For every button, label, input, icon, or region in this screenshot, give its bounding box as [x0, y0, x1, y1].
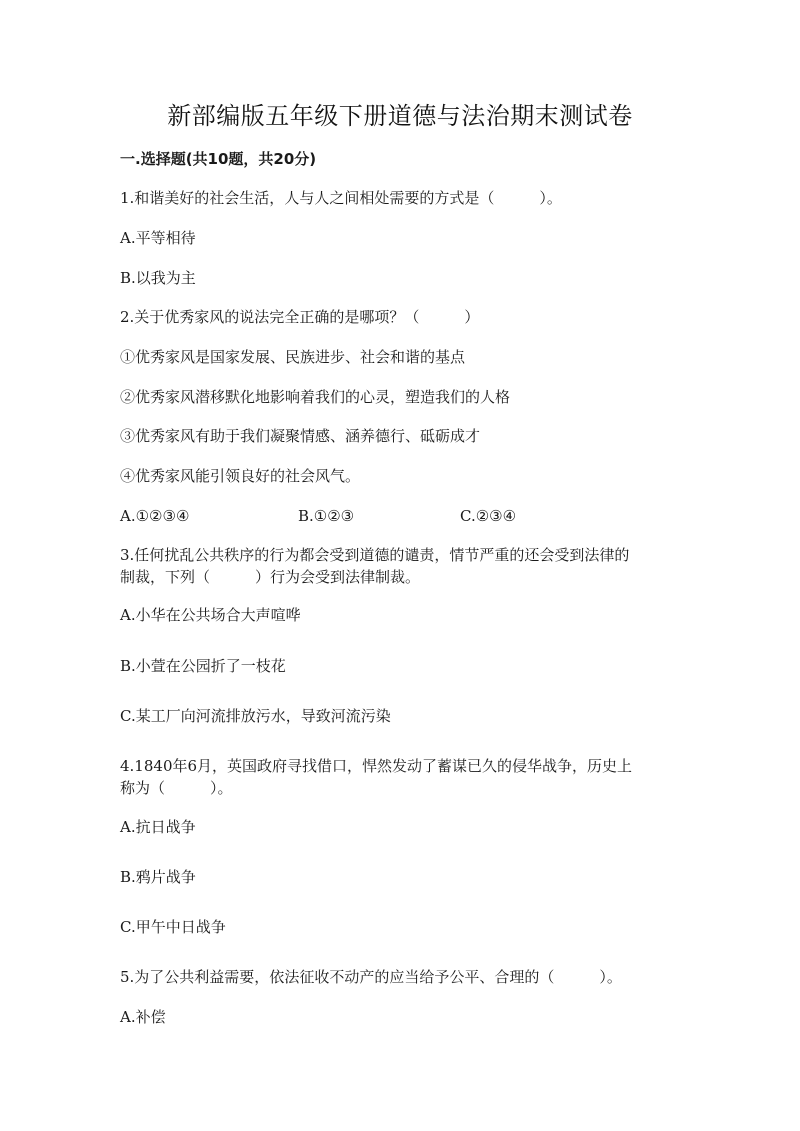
question-3-option-c: C.某工厂向河流排放污水，导致河流污染 [120, 707, 391, 725]
question-3-stem-line-1: 3.任何扰乱公共秩序的行为都会受到道德的谴责，情节严重的还会受到法律的 [120, 546, 630, 564]
question-1-stem: 1.和谐美好的社会生活，人与人之间相处需要的方式是（ ）。 [120, 189, 562, 207]
question-2-statement-2: ②优秀家风潜移默化地影响着我们的心灵，塑造我们的人格 [120, 388, 511, 406]
question-4-stem-line-1: 4.1840年6月，英国政府寻找借口，悍然发动了蓄谋已久的侵华战争，历史上 [120, 757, 633, 775]
question-3-option-b: B.小萱在公园折了一枝花 [120, 657, 286, 675]
question-1-option-a: A.平等相待 [120, 229, 196, 247]
question-3-stem-line-2: 制裁，下列（ ）行为会受到法律制裁。 [120, 568, 421, 586]
question-3-option-a: A.小华在公共场合大声喧哗 [120, 606, 301, 624]
question-2-statement-1: ①优秀家风是国家发展、民族进步、社会和谐的基点 [120, 348, 466, 366]
question-2-statement-4: ④优秀家风能引领良好的社会风气。 [120, 467, 361, 485]
question-2-option-b: B.①②③ [298, 507, 355, 525]
question-4-option-c: C.甲午中日战争 [120, 918, 226, 936]
question-4-stem-line-2: 称为（ ）。 [120, 779, 233, 797]
question-4-option-a: A.抗日战争 [120, 818, 196, 836]
question-5-stem: 5.为了公共利益需要，依法征收不动产的应当给予公平、合理的（ ）。 [120, 968, 622, 986]
question-1-option-b: B.以我为主 [120, 269, 196, 287]
section-heading: 一.选择题(共10题，共20分) [120, 150, 317, 168]
question-2-statement-3: ③优秀家风有助于我们凝聚情感、涵养德行、砥砺成才 [120, 427, 481, 445]
question-2-stem: 2.关于优秀家风的说法完全正确的是哪项？（ ） [120, 308, 480, 326]
question-2-option-a: A.①②③④ [120, 507, 190, 525]
question-4-option-b: B.鸦片战争 [120, 868, 196, 886]
question-5-option-a: A.补偿 [120, 1008, 166, 1026]
document-title: 新部编版五年级下册道德与法治期末测试卷 [167, 102, 633, 130]
question-2-option-c: C.②③④ [460, 507, 517, 525]
